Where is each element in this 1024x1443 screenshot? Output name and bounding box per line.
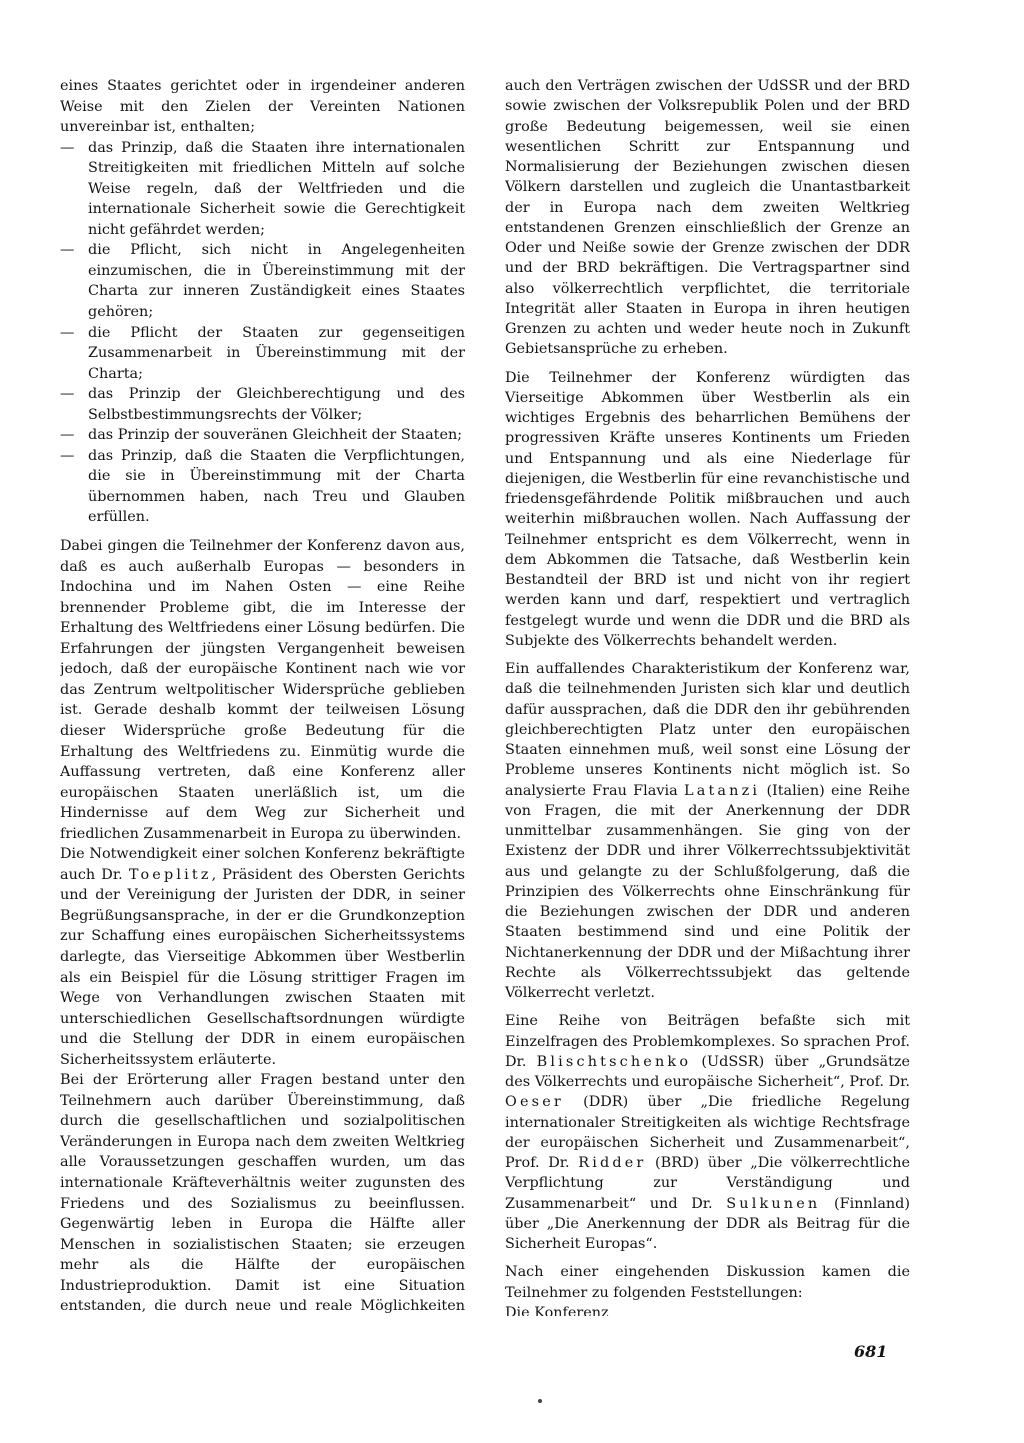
text-run: (UdSSR) über „Grundsätze des Völkerrechts und europäische Sicherheit“, Prof. Dr. [505, 1053, 910, 1090]
text-run: (DDR) über „Die friedliche Regelung internationaler Streitigkeiten als wichtige Rechtsfrage der europäischen Sicherheit und Zusammenarbeit“, Prof. Dr. [505, 1094, 910, 1171]
dash-mark: — [60, 324, 75, 341]
list-item [60, 240, 465, 322]
paragraph [60, 844, 465, 1070]
person-name: Latanzi [683, 782, 761, 799]
list-item [60, 323, 465, 385]
scan-speck [538, 1399, 542, 1403]
section-lead: Die Konferenz [505, 1304, 609, 1316]
paragraph: Nach einer eingehenden Diskussion kamen die Teilnehmer zu folgenden Feststellungen: [505, 1264, 910, 1301]
text-run: (BRD) über „Die völkerrechtliche Verpflichtung zur Verständigung und Zusammenarbeit“ und Dr. [505, 1155, 910, 1212]
paragraph: eines Staates gerichtet oder in irgendeiner anderen Weise mit den Zielen der Vereinten Nationen unvereinbar ist, enthalten; [60, 78, 465, 136]
text-run: Ein auffallendes Charakteristikum der Konferenz war, daß die teilnehmenden Juristen sich klar und deutlich dafür aussprachen, daß die DDR den ihr gebührenden gleichberechtigten Platz unter den europäischen Staaten einnehmen muß, weil sonst eine Lösung der Probleme unseres Kontinents nicht möglich ist. So analysierte Frau Flavia [505, 661, 910, 799]
dash-mark: — [60, 242, 75, 259]
page-number: 681 [854, 1342, 888, 1361]
text-run: Die Notwendigkeit einer solchen Konferenz bekräftigte auch Dr. [60, 846, 465, 883]
dash-mark: — [60, 139, 75, 156]
list-item-text: das Prinzip der Gleichberechtigung und des Selbstbestimmungsrechts der Völker; [88, 386, 465, 423]
text-run: (Finnland) über „Die Anerkennung der DDR als Beitrag für die Sicherheit Europas“. [505, 1195, 910, 1252]
list-item-text: die Pflicht der Staaten zur gegenseitigen Zusammenarbeit in Übereinstimmung mit der Charta; [88, 324, 465, 382]
list-item-text: das Prinzip, daß die Staaten ihre internationalen Streitigkeiten mit friedlichen Mitteln auf solche Weise regeln, daß der Weltfrieden und die internationale Sicherheit sowie die Gerechtigkeit nicht gefährdet werden; [88, 139, 465, 238]
paragraph: Die Teilnehmer der Konferenz würdigten das Vierseitige Abkommen über Westberlin als ein wichtiges Ergebnis des beharrlichen Bemühens der progressiven Kräfte unseres Kontinents um Frieden und Entspannung und als eine Niederlage für diejenigen, die Westberlin für eine revanchistische und friedensgefährdende Politik mißbrauchen und auch weiterhin mißbrauchen wollen. Nach Auffassung der Teilnehmer entspricht es dem Völkerrecht, wenn in dem Abkommen die Tatsache, daß Westberlin kein Bestandteil der BRD ist und nicht von ihr regiert werden kann und darf, respektiert und vertraglich festgelegt wurde und wenn die DDR und die BRD als Subjekte des Völkerrechts behandelt werden. [505, 369, 910, 649]
left-column [60, 76, 465, 1316]
person-name: Sulkunen [726, 1195, 821, 1212]
person-name: Oeser [505, 1094, 564, 1111]
text-run: Eine Reihe von Beiträgen befaßte sich mit Einzelfragen des Problemkomplexes. So sprachen Prof. Dr. [505, 1013, 910, 1070]
paragraph [505, 1011, 910, 1254]
dash-mark: — [60, 427, 75, 444]
person-name: Ridder [578, 1155, 647, 1171]
person-name: Toeplitz [128, 866, 212, 883]
dash-mark: — [60, 447, 75, 464]
text-run: , Präsident des Obersten Gerichts und der Vereinigung der Juristen der DDR, in seiner Begrüßungsansprache, in der er die Grundkonzeption zur Schaffung eines europäischen Sicherheitssystems darlegte, das Vierseitige Abkommen über Westberlin als ein Beispiel für die Lösung strittiger Fragen im Wege von Verhandlungen zwischen Staaten mit unterschiedlichen Gesellschaftsordnungen würdigte und die Stellung der DDR in einem europäischen Sicherheitssystem erläuterte. [60, 866, 465, 1068]
text-run: (Italien) eine Reihe von Fragen, die mit der Anerkennung der DDR unmittelbar zusammenhängen. Sie ging von der Existenz der DDR und ihrer Völkerrechtssubjektivität aus und gelangte zu der Schlußfolgerung, daß die Prinzipien des Völkerrechts ohne Einschränkung für die Beziehungen zwischen der DDR und anderen Staaten bestimmend sind und eine Politik der Nichtanerkennung der DDR und der Mißachtung ihrer Rechte als Völkerrechtssubjekt das geltende Völkerrecht verletzt. [505, 782, 910, 1001]
list-item [60, 425, 465, 446]
paragraph: Dabei gingen die Teilnehmer der Konferenz davon aus, daß es auch außerhalb Europas — besonders in Indochina und im Nahen Osten — eine Reihe brennender Probleme gibt, die im Interesse der Erhaltung des Weltfriedens einer Lösung bedürfen. Die Erfahrungen der jüngsten Vergangenheit beweisen jedoch, daß der europäische Kontinent nach wie vor das Zentrum weltpolitischer Widersprüche geblieben ist. Gerade deshalb kommt der teilweisen Lösung dieser Widersprüche große Bedeutung für die Erhaltung des Weltfriedens zu. Einmütig wurde die Auffassung vertreten, daß eine Konferenz aller europäischen Staaten unerläßlich ist, um die Hindernisse auf dem Weg zur Sicherheit und friedlichen Zusammenarbeit in Europa zu überwinden. [60, 538, 465, 842]
list-item-text: das Prinzip, daß die Staaten die Verpflichtungen, die sie in Übereinstimmung mit der Charta übernommen haben, nach Treu und Glauben erfüllen. [88, 447, 465, 526]
dash-mark: — [60, 386, 75, 403]
paragraph: auch den Verträgen zwischen der UdSSR und der BRD sowie zwischen der Volksrepublik Polen und der BRD große Bedeutung beigemessen, weil sie einen wesentlichen Schritt zur Entspannung und Normalisierung der Beziehungen zwischen diesen Völkern darstellen und zugleich die Unantastbarkeit der in Europa nach dem zweiten Weltkrieg entstandenen Grenzen einschließlich der Grenze an Oder und Neiße sowie der Grenze zwischen der DDR und der BRD bekräftigen. Die Vertragspartner sind also völkerrechtlich verpflichtet, die territoriale Integrität aller Staaten in Europa in ihren heutigen Grenzen zu achten und weder heute noch in Zukunft Gebietsansprüche zu erheben. [505, 78, 910, 358]
right-column [505, 76, 910, 1316]
list-item [60, 384, 465, 425]
list-item [60, 446, 465, 528]
list-item [60, 138, 465, 241]
list-item-text: die Pflicht, sich nicht in Angelegenheiten einzumischen, die in Übereinstimmung mit der Charta zur inneren Zuständigkeit eines Staates gehören; [88, 242, 465, 321]
person-name: Blischtschenko [536, 1053, 692, 1070]
paragraph: Bei der Erörterung aller Fragen bestand unter den Teilnehmern auch darüber Übereinstimmung, daß durch die gesellschaftlichen und sozialpolitischen Veränderungen in Europa nach dem zweiten Weltkrieg alle Voraussetzungen geschaffen wurden, um das internationale Kräfteverhältnis weiter zugunsten des Friedens und des Sozialismus zu beeinflussen. Gegenwärtig leben in Europa die Hälfte aller Menschen in sozialistischen Staaten; sie erzeugen mehr als die Hälfte der europäischen Industrieproduktion. Damit ist eine Situation entstanden, die durch neue und reale Möglichkeiten [60, 1072, 465, 1315]
list-item-text: das Prinzip der souveränen Gleichheit der Staaten; [88, 427, 463, 444]
paragraph [505, 659, 910, 1003]
